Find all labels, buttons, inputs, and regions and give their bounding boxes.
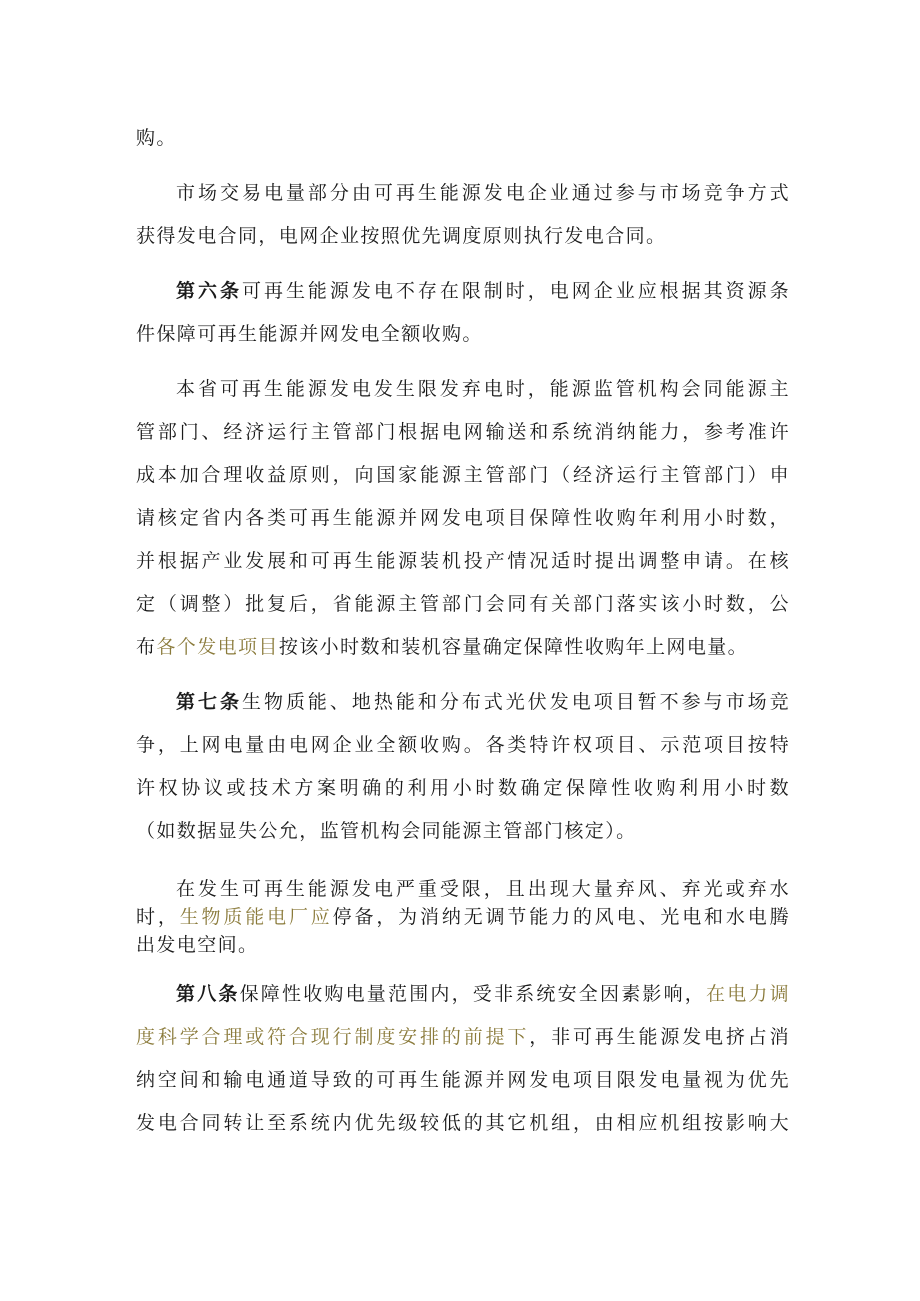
article-7-line3: 许权协议或技术方案明确的利用小时数确定保障性收购利用小时数 xyxy=(136,777,790,799)
highlighted-text: 度科学合理或符合现行制度安排的前提下 xyxy=(136,1026,530,1048)
article-8-line2: 度科学合理或符合现行制度安排的前提下，非可再生能源发电挤占消 xyxy=(136,1026,790,1048)
document-body xyxy=(136,117,790,1145)
paragraph-market-trading-line2: 获得发电合同，电网企业按照优先调度原则执行发电合同。 xyxy=(136,225,667,247)
paragraph-continuation: 购。 xyxy=(136,127,177,149)
paragraph-market-trading: 市场交易电量部分由可再生能源发电企业通过参与市场竞争方式 xyxy=(176,182,790,204)
article-6-heading: 第六条 xyxy=(176,280,242,302)
paragraph-curtailment-line4: 请核定省内各类可再生能源并网发电项目保障性收购年利用小时数， xyxy=(136,507,790,529)
paragraph-severe-curtailment: 在发生可再生能源发电严重受限，且出现大量弃风、弃光或弃水 xyxy=(176,878,790,900)
paragraph-severe-curtailment-line2: 时，生物质能电厂应停备，为消纳无调节能力的风电、光电和水电腾 xyxy=(136,906,790,928)
article-8-heading: 第八条 xyxy=(176,983,240,1005)
paragraph-curtailment: 本省可再生能源发电发生限发弃电时，能源监管机构会同能源主 xyxy=(176,378,790,400)
article-8-line3: 纳空间和输电通道导致的可再生能源并网发电项目限发电量视为优先 xyxy=(136,1069,790,1091)
article-8-line4: 发电合同转让至系统内优先级较低的其它机组，由相应机组按影响大 xyxy=(136,1112,790,1134)
article-7-heading: 第七条 xyxy=(176,691,242,713)
paragraph-curtailment-line2: 管部门、经济运行主管部门根据电网输送和系统消纳能力，参考准许 xyxy=(136,421,790,443)
highlighted-text: 在电力调 xyxy=(706,983,790,1005)
highlighted-text: 生物质能电厂应 xyxy=(179,906,333,928)
article-7: 第七条生物质能、地热能和分布式光伏发电项目暂不参与市场竞 xyxy=(176,691,790,713)
article-7-line2: 争，上网电量由电网企业全额收购。各类特许权项目、示范项目按特 xyxy=(136,734,790,756)
paragraph-curtailment-line3: 成本加合理收益原则，向国家能源主管部门（经济运行主管部门）申 xyxy=(136,464,790,486)
article-6: 第六条可再生能源发电不存在限制时，电网企业应根据其资源条 xyxy=(176,280,790,302)
paragraph-curtailment-line7: 布各个发电项目按该小时数和装机容量确定保障性收购年上网电量。 xyxy=(136,636,749,658)
article-7-line4: （如数据显失公允，监管机构会同能源主管部门核定）。 xyxy=(136,820,637,842)
highlighted-text: 各个发电项目 xyxy=(156,636,279,658)
paragraph-curtailment-line5: 并根据产业发展和可再生能源装机投产情况适时提出调整申请。在核 xyxy=(136,550,790,572)
paragraph-curtailment-line6: 定（调整）批复后，省能源主管部门会同有关部门落实该小时数，公 xyxy=(136,593,790,615)
article-6-line2: 件保障可再生能源并网发电全额收购。 xyxy=(136,323,483,345)
article-8: 第八条保障性收购电量范围内，受非系统安全因素影响，在电力调 xyxy=(176,983,790,1005)
paragraph-severe-curtailment-line3: 出发电空间。 xyxy=(136,934,259,956)
